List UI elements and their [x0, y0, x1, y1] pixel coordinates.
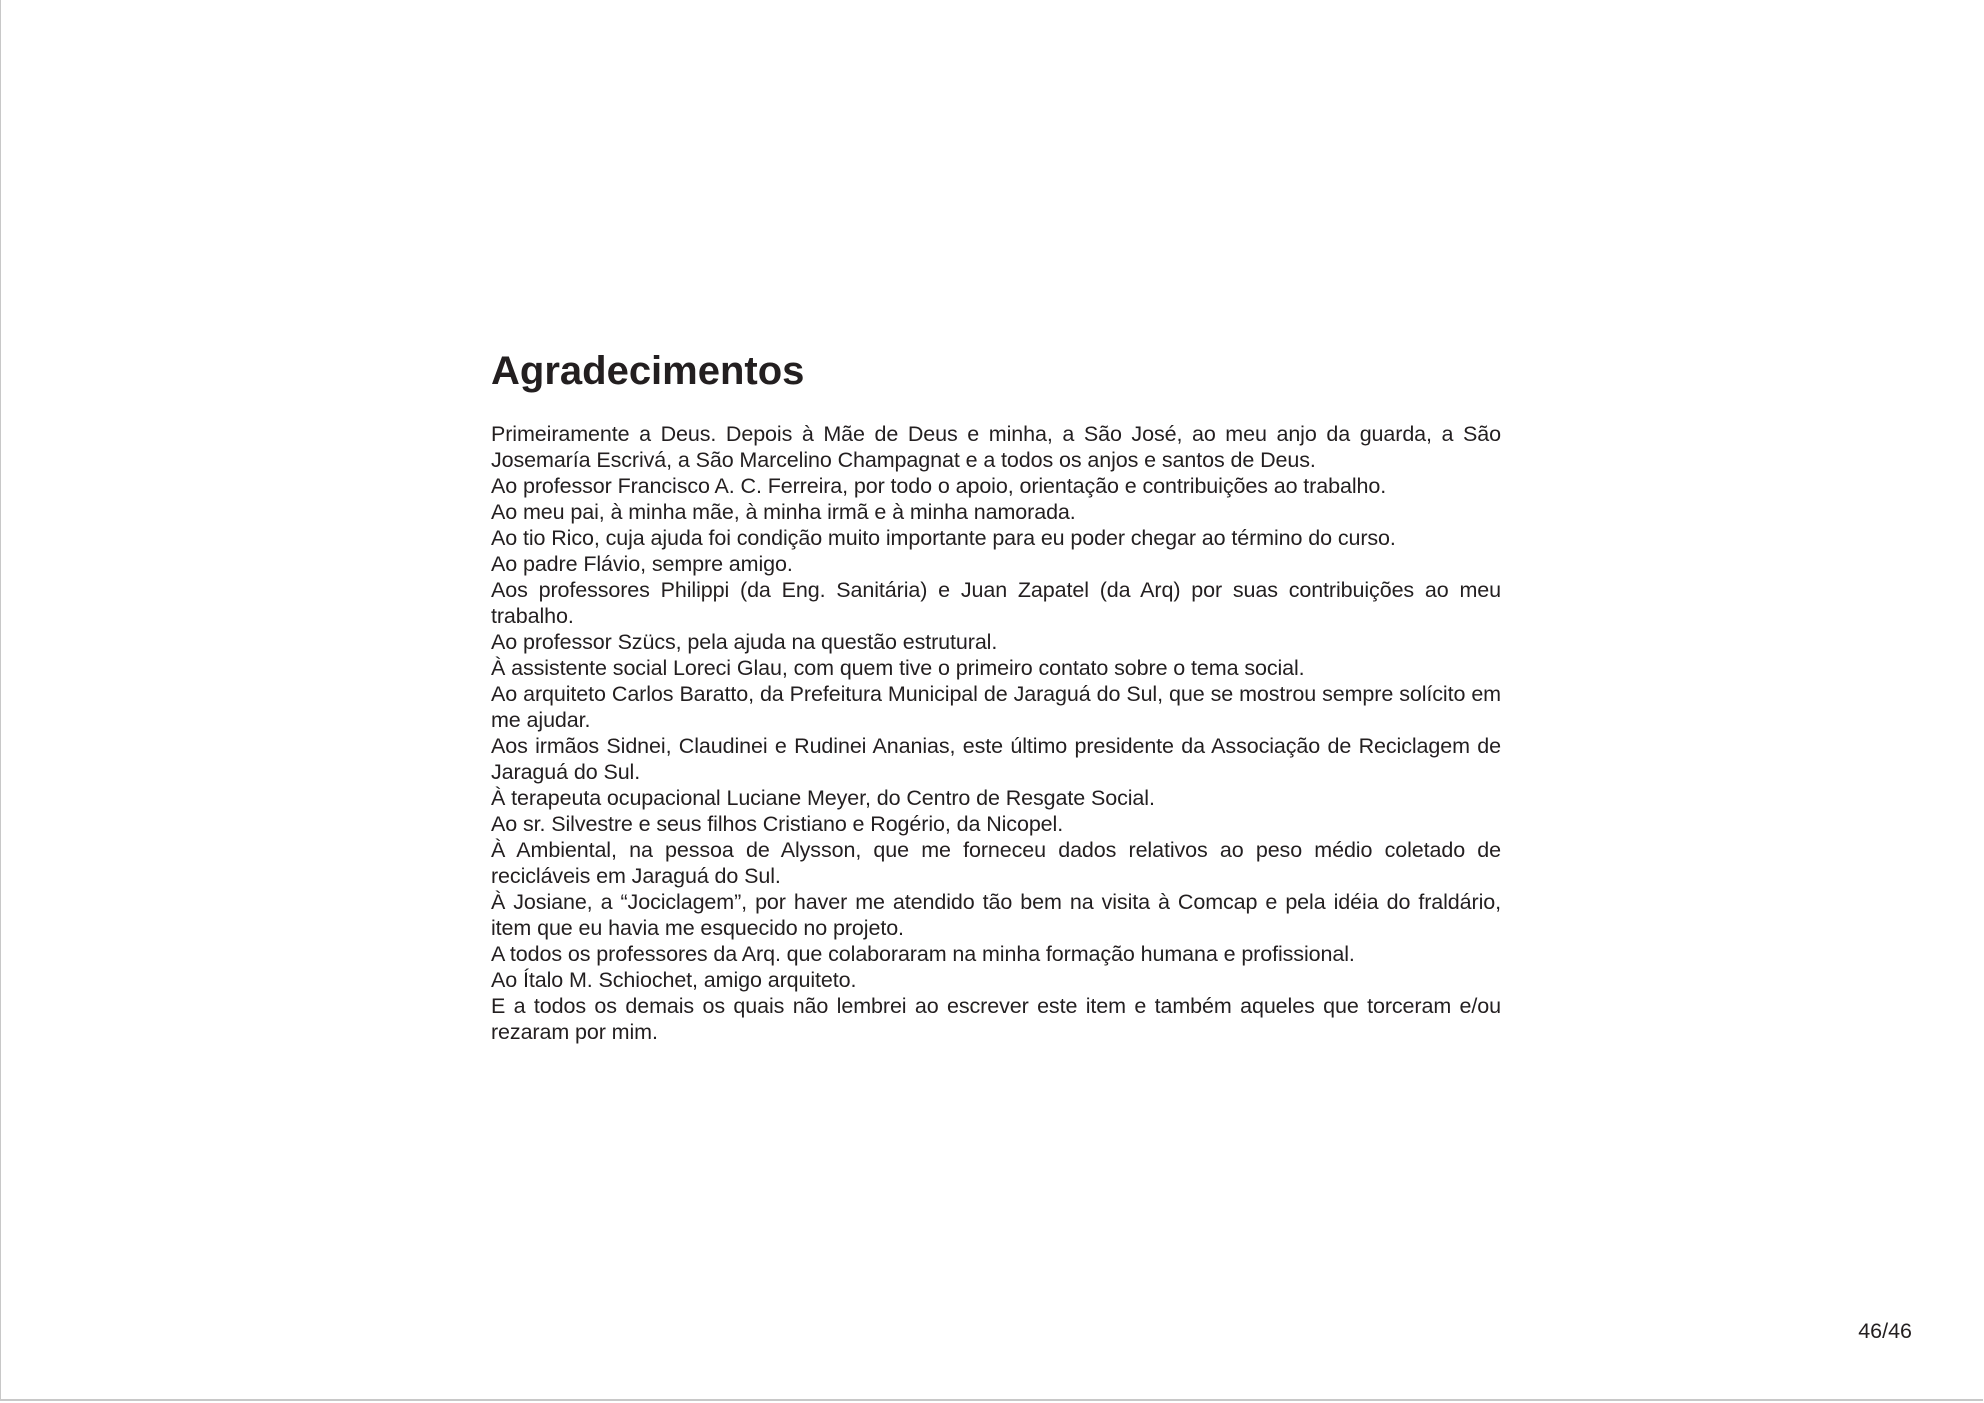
- paragraph: Ao sr. Silvestre e seus filhos Cristiano e Rogério, da Nicopel.: [491, 812, 1064, 836]
- paragraph: Aos professores Philippi (da Eng. Sanitária) e Juan Zapatel (da Arq) por suas contribuições ao meu trabalho.: [491, 578, 1501, 628]
- paragraph: A todos os professores da Arq. que colaboraram na minha formação humana e profissional.: [491, 942, 1355, 966]
- document-body: [491, 347, 1501, 1045]
- paragraph: E a todos os demais os quais não lembrei ao escrever este item e também aqueles que torceram e/ou rezaram por mim.: [491, 994, 1501, 1044]
- acknowledgements-text: [491, 421, 1501, 1045]
- paragraph: À Josiane, a “Jociclagem”, por haver me atendido tão bem na visita à Comcap e pela idéia do fraldário, item que eu havia me esquecido no projeto.: [491, 890, 1501, 940]
- paragraph: Ao padre Flávio, sempre amigo.: [491, 552, 793, 576]
- paragraph: Primeiramente a Deus. Depois à Mãe de Deus e minha, a São José, ao meu anjo da guarda, a São Josemaría Escrivá, a São Marcelino Champagnat e a todos os anjos e santos de Deus.: [491, 422, 1501, 472]
- paragraph: Ao professor Szücs, pela ajuda na questão estrutural.: [491, 630, 998, 654]
- paragraph: Ao meu pai, à minha mãe, à minha irmã e à minha namorada.: [491, 500, 1076, 524]
- paragraph: Aos irmãos Sidnei, Claudinei e Rudinei Ananias, este último presidente da Associação de Reciclagem de Jaraguá do Sul.: [491, 734, 1501, 784]
- paragraph: À assistente social Loreci Glau, com quem tive o primeiro contato sobre o tema social.: [491, 656, 1305, 680]
- page-title: Agradecimentos: [491, 349, 805, 393]
- paragraph: Ao professor Francisco A. C. Ferreira, por todo o apoio, orientação e contribuições ao trabalho.: [491, 474, 1387, 498]
- paragraph: À Ambiental, na pessoa de Alysson, que me forneceu dados relativos ao peso médio coletado de recicláveis em Jaraguá do Sul.: [491, 838, 1501, 888]
- paragraph: Ao Ítalo M. Schiochet, amigo arquiteto.: [491, 968, 857, 992]
- page-number: 46/46: [1858, 1319, 1912, 1343]
- paragraph: Ao tio Rico, cuja ajuda foi condição muito importante para eu poder chegar ao término do curso.: [491, 526, 1396, 550]
- paragraph: Ao arquiteto Carlos Baratto, da Prefeitura Municipal de Jaraguá do Sul, que se mostrou sempre solícito em me ajudar.: [491, 682, 1501, 732]
- paragraph: À terapeuta ocupacional Luciane Meyer, do Centro de Resgate Social.: [491, 786, 1155, 810]
